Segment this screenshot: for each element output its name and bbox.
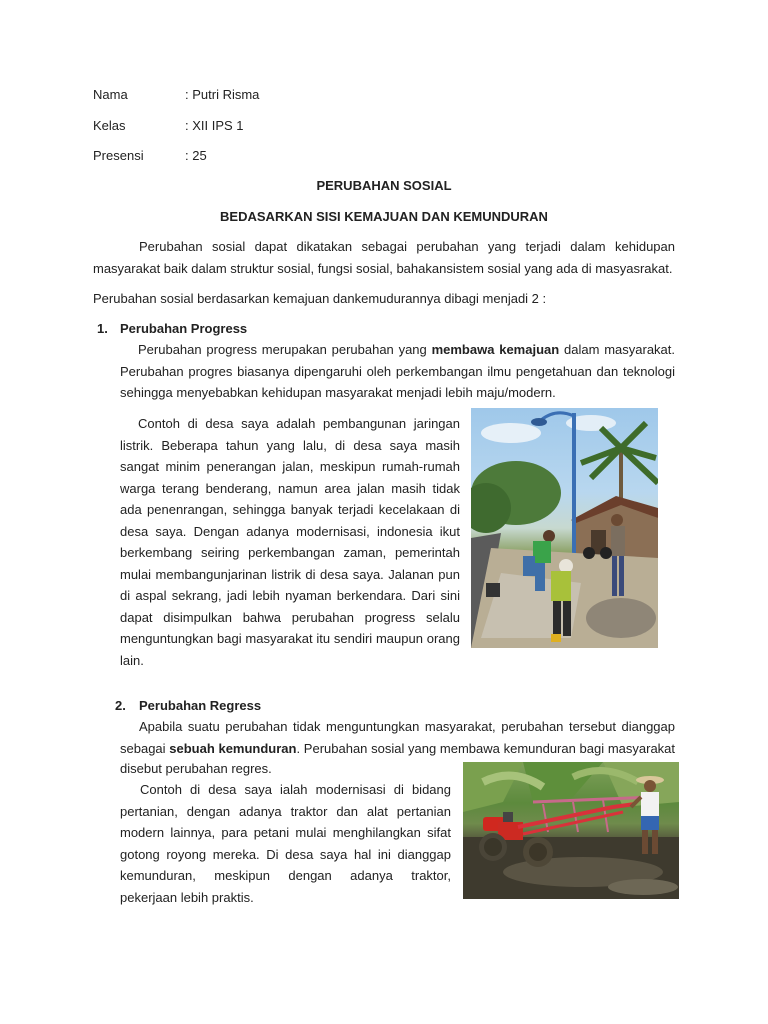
section2-bold-text: sebuah kemunduran xyxy=(169,740,297,756)
class-label: Kelas xyxy=(93,118,126,133)
presensi-label: Presensi xyxy=(93,148,144,163)
section1-text-b: dalam masyarakat. Perubahan progres biasanya dipengaruhi oleh perkembangan ilmu pengetahuan dan teknologi sehingga menyebabkan kehidupan masyarakat menjadi lebih maju/modern. xyxy=(120,342,675,400)
section1-bold-text: membawa kemajuan xyxy=(431,342,560,357)
street-lamp-photo xyxy=(471,408,658,648)
section1-number: 1. xyxy=(97,321,108,336)
tractor-field-photo xyxy=(463,762,679,899)
intro-paragraph: Perubahan sosial dapat dikatakan sebagai perubahan yang terjadi dalam kehidupan masyarakat baik dalam struktur sosial, fungsi sosial, bahakansistem sosial yang ada di masyasrakat. xyxy=(93,239,675,276)
section2-text-a: Apabila suatu perubahan tidak menguntungkan masyarakat, perubahan tersebut dianggap sebagai xyxy=(120,719,675,756)
section2-paragraph xyxy=(120,716,675,759)
section2-example: Contoh di desa saya ialah modernisasi di bidang pertanian, dengan adanya traktor dan alat pertanian modern lainnya, para petani mulai menghilangkan sifat gotong royong mereka. Di desa saya hal ini dianggap kemunduran, meskipun dengan adanya traktor, pekerjaan lebih praktis. xyxy=(120,782,451,905)
section2-number: 2. xyxy=(115,698,126,713)
document-title: PERUBAHAN SOSIAL xyxy=(316,178,452,193)
presensi-value: : 25 xyxy=(185,148,207,163)
section1-paragraph xyxy=(120,339,675,404)
section2-paragraph-end: disebut perubahan regres. xyxy=(120,761,272,776)
document-subtitle: BEDASARKAN SISI KEMAJUAN DAN KEMUNDURAN xyxy=(220,209,548,224)
class-value: : XII IPS 1 xyxy=(185,118,244,133)
section1-text-a: Perubahan progress merupakan perubahan yang xyxy=(138,342,432,357)
name-value: : Putri Risma xyxy=(185,87,260,102)
section1-example: Contoh di desa saya adalah pembangunan jaringan listrik. Beberapa tahun yang lalu, di desa saya masih sangat minim penerangan jalan, meskipun rumah-rumah warga terang benderang, namun area jalan masih tidak ada penenrangan, sehingga banyak terjadi kecelakaan di desa saya. Dengan adanya modernisasi, indonesia ikut berkembang seiring perkembangan zaman, pemerintah mulai membangunjarinan listrik di desa saya. Jalanan pun di aspal sekrang, jadi lebih nyaman berkendara. Dari sini dapat disimpulkan bahwa perubahan progress selalu menguntungkan bagi masyarakat itu sendiri maupun orang lain. xyxy=(120,416,460,668)
section2-text-b: . Perubahan sosial yang membawa kemunduran bagi masyarakat xyxy=(296,740,676,756)
name-label: Nama xyxy=(93,87,128,102)
section2-heading: Perubahan Regress xyxy=(139,698,262,713)
section1-heading: Perubahan Progress xyxy=(120,321,248,336)
intro-list-lead: Perubahan sosial berdasarkan kemajuan dankemudurannya dibagi menjadi 2 : xyxy=(93,291,547,306)
